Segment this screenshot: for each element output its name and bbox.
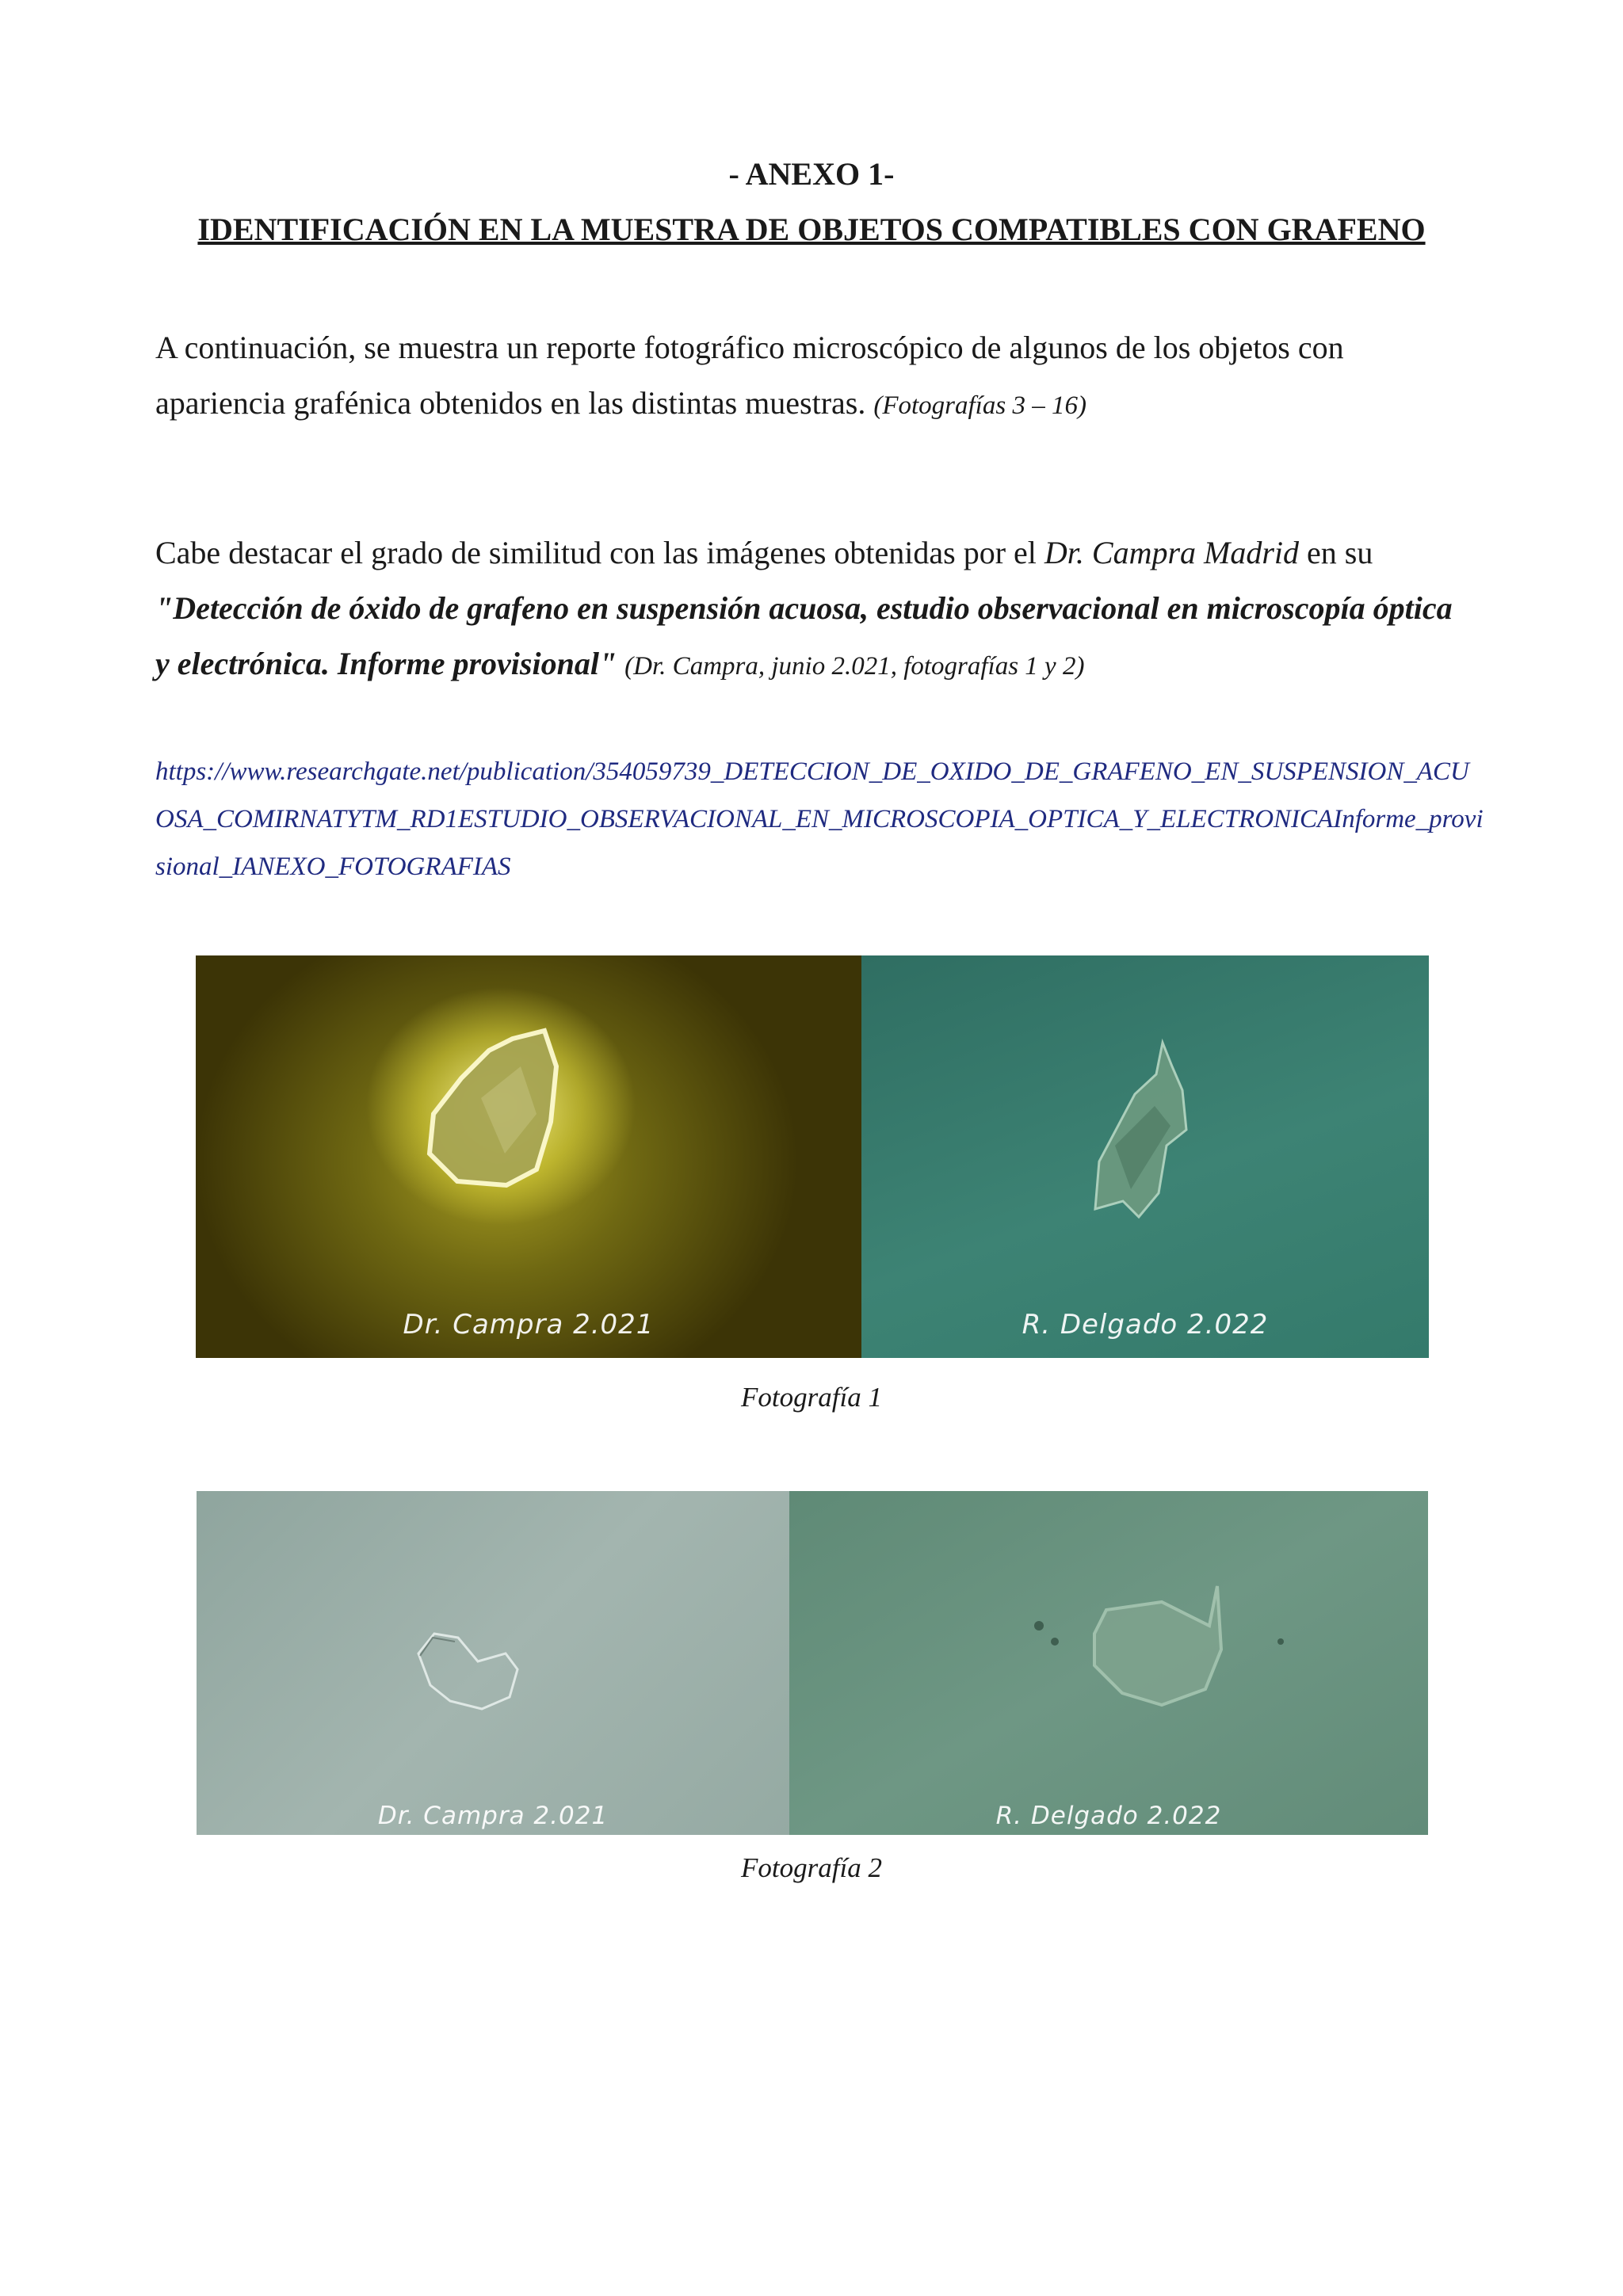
photo-1-right-panel: [861, 955, 1429, 1358]
researchgate-link[interactable]: https://www.researchgate.net/publication/354059739_DETECCION_DE_OXIDO_DE_GRAFENO_EN_SUSPENSION_ACUOSA_COMIRNATYTM_RD1ESTUDIO_OBSERVACIONAL_EN_MICROSCOPIA_OPTICA_Y_ELECTRONICAInforme_provisional_IANEXO_FOTOGRAFIAS: [155, 757, 1484, 881]
intro-paragraph: [155, 320, 1471, 433]
photograph-2: [197, 1491, 1428, 1835]
crystal-illustration: [196, 955, 861, 1358]
annex-title: - ANEXO 1-: [728, 156, 895, 192]
intro-photo-reference: (Fotografías 3 – 16): [873, 391, 1086, 420]
comparison-text-a: Cabe destacar el grado de similitud con las imágenes obtenidas por el: [155, 535, 1044, 570]
membrane-illustration: [197, 1491, 789, 1835]
comparison-paragraph: [155, 525, 1471, 694]
photograph-1: [196, 955, 1429, 1358]
photo-1-caption: Fotografía 1: [741, 1382, 882, 1413]
particle-illustration: [789, 1491, 1428, 1835]
annex-subtitle: IDENTIFICACIÓN EN LA MUESTRA DE OBJETOS COMPATIBLES CON GRAFENO: [197, 212, 1426, 247]
photo-2-right-label: R. Delgado 2.022: [995, 1802, 1222, 1830]
photo-2-right-panel: [789, 1491, 1428, 1835]
report-title: "Detección de óxido de grafeno en suspensión acuosa, estudio observacional en microscopía óptica y electrónica. Informe provisional": [155, 590, 1453, 681]
photo-2-left-label: Dr. Campra 2.021: [377, 1802, 609, 1830]
flake-illustration: [861, 955, 1429, 1358]
photo-2-caption: Fotografía 2: [741, 1852, 882, 1883]
photo-2-left-panel: [197, 1491, 789, 1835]
photo-1-left-label: Dr. Campra 2.021: [403, 1309, 655, 1341]
comparison-photo-reference: (Dr. Campra, junio 2.021, fotografías 1 y 2): [624, 652, 1085, 681]
photo-1-right-label: R. Delgado 2.022: [1022, 1309, 1269, 1341]
author-name: Dr. Campra Madrid: [1044, 535, 1300, 570]
comparison-text-b: en su: [1299, 535, 1373, 570]
intro-text: A continuación, se muestra un reporte fotográfico microscópico de algunos de los objetos con apariencia grafénica obtenidos en las distintas muestras.: [155, 330, 1344, 421]
photo-1-left-panel: [196, 955, 861, 1358]
